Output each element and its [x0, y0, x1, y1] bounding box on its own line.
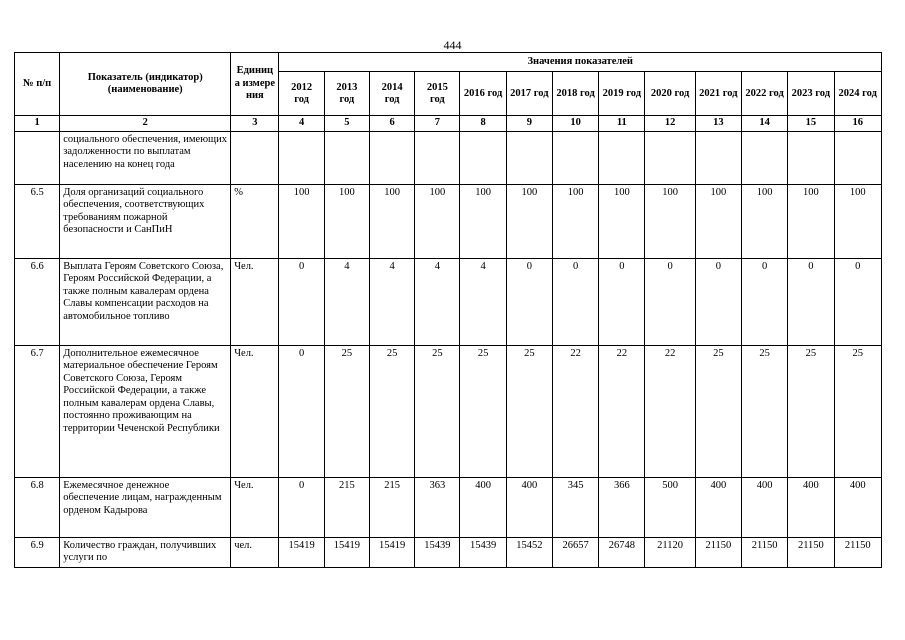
header-year: 2013 год [324, 72, 369, 116]
row-indicator: Выплата Героям Советского Союза, Героям Российской Федерации, а также полным кавалерам ордена Славы компенсации расходов на автомобильное топливо [60, 258, 231, 345]
row-value: 0 [788, 258, 834, 345]
header-year: 2015 год [415, 72, 460, 116]
row-value: 25 [788, 345, 834, 477]
column-number: 11 [599, 116, 645, 132]
row-value: 400 [788, 477, 834, 537]
header-row-1 [15, 53, 882, 72]
row-unit: чел. [231, 537, 279, 567]
row-value [415, 131, 460, 184]
header-year: 2018 год [552, 72, 598, 116]
row-value: 100 [834, 184, 882, 258]
column-numbers-row [15, 116, 882, 132]
row-value: 500 [645, 477, 695, 537]
header-year: 2024 год [834, 72, 882, 116]
row-value [460, 131, 506, 184]
column-number: 2 [60, 116, 231, 132]
row-number [15, 131, 60, 184]
row-value: 22 [599, 345, 645, 477]
table-row [15, 537, 882, 567]
header-year: 2016 год [460, 72, 506, 116]
row-value: 0 [599, 258, 645, 345]
table-row [15, 477, 882, 537]
header-year: 2012 год [279, 72, 324, 116]
row-value: 400 [695, 477, 741, 537]
row-value [324, 131, 369, 184]
row-unit [231, 131, 279, 184]
row-value [369, 131, 414, 184]
row-value: 0 [552, 258, 598, 345]
row-unit: Чел. [231, 477, 279, 537]
column-number: 6 [369, 116, 414, 132]
row-value: 22 [645, 345, 695, 477]
row-value: 215 [324, 477, 369, 537]
table-row [15, 131, 882, 184]
row-value: 0 [742, 258, 788, 345]
row-value: 100 [599, 184, 645, 258]
column-number: 12 [645, 116, 695, 132]
row-value: 15439 [415, 537, 460, 567]
row-value: 25 [369, 345, 414, 477]
header-year: 2017 год [506, 72, 552, 116]
row-unit: Чел. [231, 258, 279, 345]
indicators-table [14, 52, 882, 568]
row-value: 100 [788, 184, 834, 258]
row-value: 100 [695, 184, 741, 258]
row-value: 345 [552, 477, 598, 537]
row-number: 6.9 [15, 537, 60, 567]
row-value: 400 [834, 477, 882, 537]
row-value [695, 131, 741, 184]
row-value: 25 [506, 345, 552, 477]
row-value: 25 [415, 345, 460, 477]
column-number: 4 [279, 116, 324, 132]
row-value: 100 [369, 184, 414, 258]
row-value: 21150 [742, 537, 788, 567]
row-value: 0 [834, 258, 882, 345]
row-value: 4 [324, 258, 369, 345]
row-value: 15439 [460, 537, 506, 567]
header-unit: Единиц а измере ния [231, 53, 279, 116]
row-value [599, 131, 645, 184]
header-year: 2022 год [742, 72, 788, 116]
row-value [645, 131, 695, 184]
column-number: 1 [15, 116, 60, 132]
row-indicator: социального обеспечения, имеющих задолженности по выплатам населению на конец года [60, 131, 231, 184]
row-value: 21150 [834, 537, 882, 567]
row-value: 100 [324, 184, 369, 258]
row-value [788, 131, 834, 184]
header-year: 2023 год [788, 72, 834, 116]
row-value: 0 [506, 258, 552, 345]
row-value: 100 [742, 184, 788, 258]
row-indicator: Ежемесячное денежное обеспечение лицам, награжденным орденом Кадырова [60, 477, 231, 537]
column-number: 14 [742, 116, 788, 132]
column-number: 8 [460, 116, 506, 132]
row-unit: % [231, 184, 279, 258]
row-value: 0 [279, 477, 324, 537]
row-value: 100 [506, 184, 552, 258]
column-number: 15 [788, 116, 834, 132]
row-value: 25 [742, 345, 788, 477]
column-number: 10 [552, 116, 598, 132]
header-year: 2021 год [695, 72, 741, 116]
row-value: 100 [415, 184, 460, 258]
row-number: 6.8 [15, 477, 60, 537]
header-year: 2019 год [599, 72, 645, 116]
page-number: 444 [443, 38, 462, 52]
column-number: 13 [695, 116, 741, 132]
row-value: 363 [415, 477, 460, 537]
row-value: 15419 [279, 537, 324, 567]
row-value: 100 [645, 184, 695, 258]
row-value: 26748 [599, 537, 645, 567]
row-value: 15419 [324, 537, 369, 567]
row-value: 0 [645, 258, 695, 345]
header-num: № п/п [15, 53, 60, 116]
row-value: 100 [279, 184, 324, 258]
row-number: 6.6 [15, 258, 60, 345]
row-value: 25 [834, 345, 882, 477]
header-year: 2020 год [645, 72, 695, 116]
row-value: 100 [552, 184, 598, 258]
column-number: 9 [506, 116, 552, 132]
row-value: 25 [460, 345, 506, 477]
row-value: 0 [279, 345, 324, 477]
row-value [834, 131, 882, 184]
row-value: 21150 [695, 537, 741, 567]
row-value: 366 [599, 477, 645, 537]
row-value: 26657 [552, 537, 598, 567]
column-number: 7 [415, 116, 460, 132]
row-value [552, 131, 598, 184]
row-value: 400 [742, 477, 788, 537]
column-number: 16 [834, 116, 882, 132]
row-value: 4 [369, 258, 414, 345]
row-value [742, 131, 788, 184]
row-value: 215 [369, 477, 414, 537]
row-value: 22 [552, 345, 598, 477]
column-number: 3 [231, 116, 279, 132]
table-row [15, 345, 882, 477]
row-value: 400 [506, 477, 552, 537]
row-number: 6.5 [15, 184, 60, 258]
row-value: 0 [279, 258, 324, 345]
row-indicator: Доля организаций социального обеспечения, соответствующих требованиям пожарной безопасности и СанПиН [60, 184, 231, 258]
row-number: 6.7 [15, 345, 60, 477]
row-value [506, 131, 552, 184]
row-value: 100 [460, 184, 506, 258]
row-indicator: Дополнительное ежемесячное материальное обеспечение Героям Советского Союза, Героям Российской Федерации, а также полным кавалерам ордена Славы, постоянно проживающим на территории Чеченской Республики [60, 345, 231, 477]
row-value: 15452 [506, 537, 552, 567]
row-indicator: Количество граждан, получивших услуги по [60, 537, 231, 567]
row-value: 21150 [788, 537, 834, 567]
row-value: 25 [695, 345, 741, 477]
table-row [15, 258, 882, 345]
row-value: 25 [324, 345, 369, 477]
column-number: 5 [324, 116, 369, 132]
table-row [15, 184, 882, 258]
row-value: 21120 [645, 537, 695, 567]
header-year: 2014 год [369, 72, 414, 116]
row-unit: Чел. [231, 345, 279, 477]
row-value: 4 [415, 258, 460, 345]
row-value: 4 [460, 258, 506, 345]
row-value: 15419 [369, 537, 414, 567]
row-value [279, 131, 324, 184]
header-indicator: Показатель (индикатор) (наименование) [60, 53, 231, 116]
header-values-title: Значения показателей [279, 53, 882, 72]
row-value: 0 [695, 258, 741, 345]
row-value: 400 [460, 477, 506, 537]
